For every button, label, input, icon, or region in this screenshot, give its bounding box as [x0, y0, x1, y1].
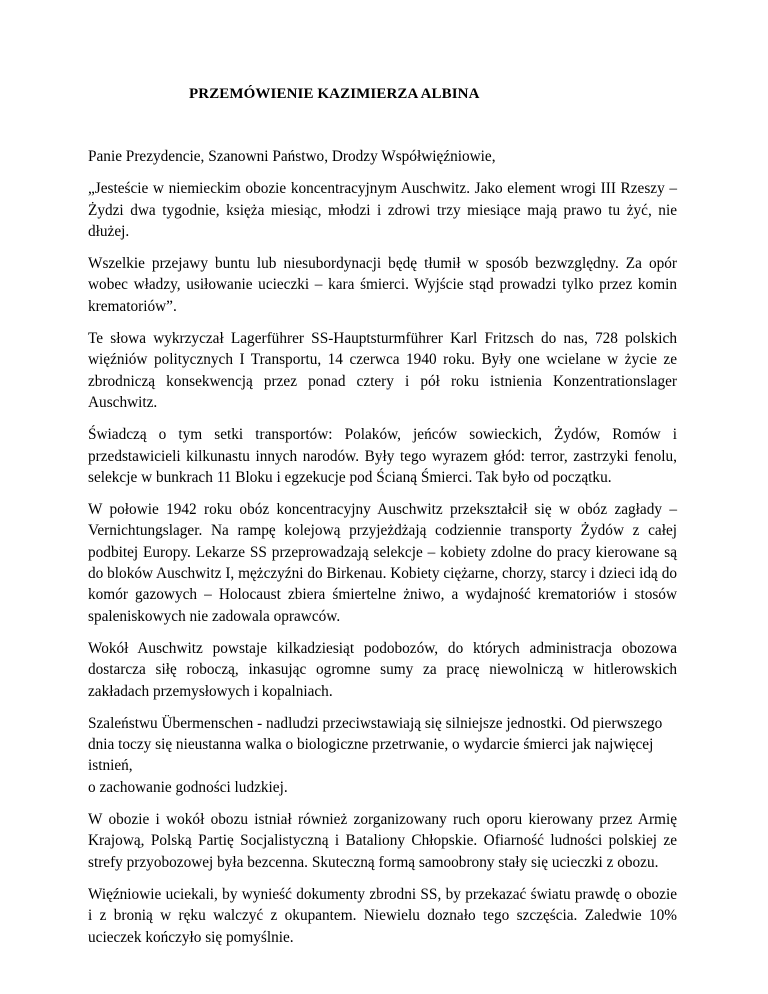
paragraph-9: Więźniowie uciekali, by wynieść dokumenty zbrodni SS, by przekazać światu prawdę o obozie i z bronią w ręku walczyć z okupantem. Niewielu doznało tego szczęścia. Zaledwie 10% ucieczek kończyło się pomyślnie. [88, 885, 677, 946]
paragraph-7-line-2: o zachowanie godności ludzkiej. [88, 778, 288, 796]
greeting: Panie Prezydencie, Szanowni Państwo, Drodzy Współwięźniowie, [88, 148, 496, 165]
document-body [88, 146, 677, 959]
paragraph-7-line-1: Szaleństwu Übermenschen - nadludzi przeciwstawiają się silniejsze jednostki. Od pierwszego dnia toczy się nieustanna walka o biologiczne przetrwanie, o wydarcie śmierci jak najwięcej istnień, [88, 714, 663, 775]
paragraph-1: „Jesteście w niemieckim obozie koncentracyjnym Auschwitz. Jako element wrogi III Rzeszy – Żydzi dwa tygodnie, księża miesiąc, młodzi i zdrowi trzy miesiące mają prawo tu żyć, nie dłużej. [88, 180, 677, 240]
paragraph-6: Wokół Auschwitz powstaje kilkadziesiąt podobozów, do których administracja obozowa dostarcza siłę roboczą, inkasując ogromne sumy za pracę niewolniczą w hitlerowskich zakładach przemysłowych i kopalniach. [88, 639, 677, 700]
paragraph-4: Świadczą o tym setki transportów: Polaków, jeńców sowieckich, Żydów, Romów i przedstawicieli kilkunastu innych narodów. Były tego wyrazem głód: terror, zastrzyki fenolu, selekcje w bunkrach 11 Bloku i egzekucje pod Ścianą Śmierci. Tak było od początku. [88, 426, 677, 486]
paragraph-2: Wszelkie przejawy buntu lub niesubordynacji będę tłumił w sposób bezwzględny. Za opór wobec władzy, usiłowanie ucieczki – kara śmierci. Wyjście stąd prowadzi tylko przez komin krematoriów”. [88, 255, 677, 315]
paragraph-3: Te słowa wykrzyczał Lagerführer SS-Hauptsturmführer Karl Fritzsch do nas, 728 polskich więźniów politycznych I Transportu, 14 czerwca 1940 roku. Były one wcielane w życie ze zbrodniczą konsekwencją przez ponad cztery i pół roku istnienia Konzentrationslager Auschwitz. [88, 330, 677, 411]
paragraph-5: W połowie 1942 roku obóz koncentracyjny Auschwitz przekształcił się w obóz zagłady – Vernichtungslager. Na rampę kolejową przyjeżdżają codziennie transporty Żydów z całej podbitej Europy. Lekarze SS przeprowadzają selekcje – kobiety zdolne do pracy kierowane są do bloków Auschwitz I, mężczyźni do Birkenau. Kobiety ciężarne, chorzy, starcy i dzieci idą do komór gazowych – Holocaust zbiera śmiertelne żniwo, a wydajność krematoriów i stosów spaleniskowych nie zadowala oprawców. [88, 501, 677, 625]
paragraph-8: W obozie i wokół obozu istniał również zorganizowany ruch oporu kierowany przez Armię Krajową, Polską Partię Socjalistyczną i Bataliony Chłopskie. Ofiarność ludności polskiej ze strefy przyobozowej była bezcenna. Skuteczną formą samoobrony stały się ucieczki z obozu. [88, 811, 677, 871]
document-title: PRZEMÓWIENIE KAZIMIERZA ALBINA [189, 86, 480, 102]
paragraph-7 [88, 713, 677, 798]
